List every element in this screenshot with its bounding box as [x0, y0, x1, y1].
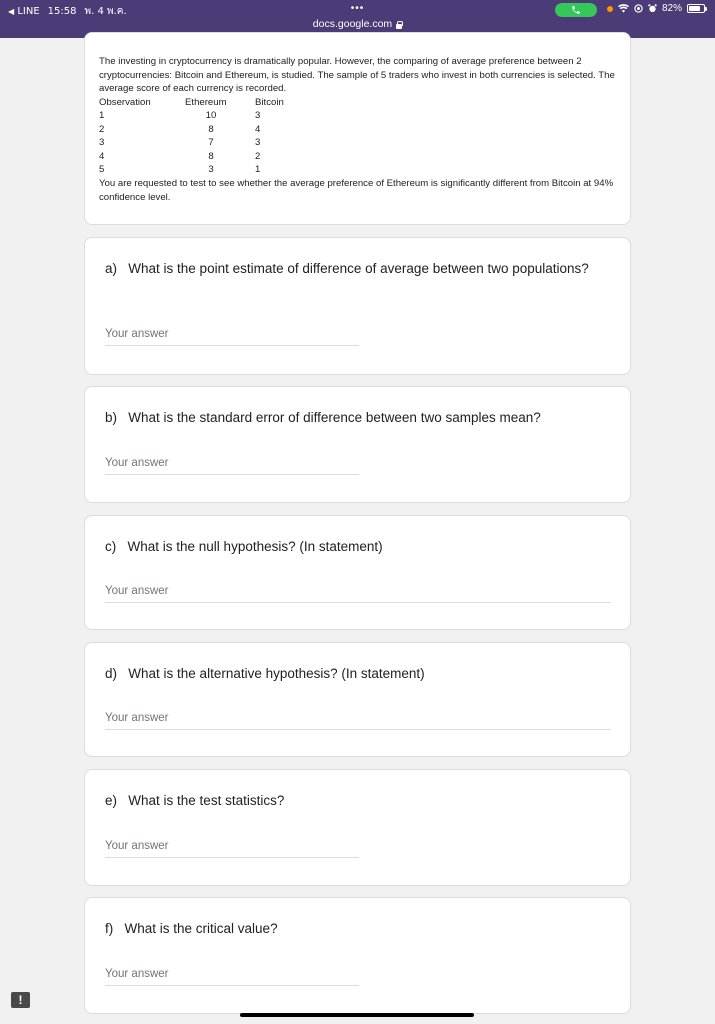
- answer-input-e[interactable]: Your answer: [105, 840, 359, 858]
- battery-fill: [689, 6, 700, 11]
- question-text: What is the alternative hypothesis? (In statement): [128, 666, 425, 681]
- question-card-f: [84, 897, 631, 1014]
- table-header: Ethereum: [185, 96, 227, 108]
- question-card-d: [84, 642, 631, 757]
- table-cell: 10: [205, 110, 217, 122]
- phone-icon: [571, 5, 581, 15]
- url-text: docs.google.com: [312, 18, 393, 30]
- question-text: What is the point estimate of difference of average between two populations?: [128, 261, 589, 276]
- table-cell: 3: [208, 164, 214, 176]
- answer-input-c[interactable]: Your answer: [105, 585, 611, 603]
- answer-input-a[interactable]: Your answer: [105, 328, 359, 346]
- question-text: What is the standard error of difference between two samples mean?: [128, 410, 541, 425]
- table-cell: 3: [255, 137, 261, 149]
- question-title: [105, 387, 610, 428]
- question-title: [105, 770, 610, 811]
- table-cell: 1: [255, 164, 261, 176]
- question-label: c): [105, 539, 117, 554]
- table-cell: 8: [208, 150, 214, 162]
- table-cell: 2: [99, 123, 105, 135]
- question-title: [105, 516, 610, 557]
- mic-indicator-icon: [607, 6, 613, 12]
- home-indicator[interactable]: [240, 1013, 474, 1017]
- battery-percent: 82%: [661, 3, 682, 14]
- multitask-dots[interactable]: •••: [350, 3, 365, 14]
- answer-input-d[interactable]: Your answer: [105, 712, 611, 730]
- question-label: b): [105, 410, 118, 425]
- question-label: a): [105, 261, 118, 276]
- intro-paragraph: The investing in cryptocurrency is dramatically popular. However, the comparing of average preference between 2 cryptocurrencies: Bitcoin and Ethereum, is studied. The sample of 5 traders who invest in both currencies is selected. The average score of each currency is recorded.: [99, 56, 615, 94]
- alarm-icon: [648, 4, 657, 13]
- report-feedback-icon[interactable]: !: [11, 992, 30, 1008]
- question-description-card: [84, 32, 631, 225]
- battery-icon: [687, 4, 705, 13]
- wifi-icon: [618, 4, 629, 13]
- table-header: Observation: [99, 96, 151, 108]
- observation-table: [99, 96, 284, 178]
- table-cell: 4: [99, 150, 105, 162]
- table-cell: 1: [99, 110, 105, 122]
- table-cell: 3: [99, 137, 105, 149]
- question-label: f): [105, 921, 114, 936]
- status-time: 15:58: [47, 6, 77, 17]
- back-arrow-icon: ◀: [8, 7, 15, 16]
- table-row: [99, 136, 284, 150]
- question-label: e): [105, 793, 118, 808]
- question-label: d): [105, 666, 118, 681]
- lock-icon: [396, 21, 402, 29]
- table-cell: 7: [208, 137, 214, 149]
- question-card-e: [84, 769, 631, 886]
- table-cell: 3: [255, 110, 261, 122]
- status-right: [607, 3, 705, 14]
- question-card-b: [84, 386, 631, 503]
- table-row: [99, 109, 284, 123]
- question-text: What is the critical value?: [124, 921, 278, 936]
- answer-input-f[interactable]: Your answer: [105, 968, 359, 986]
- question-card-c: [84, 515, 631, 630]
- table-header-row: [99, 96, 284, 110]
- question-text: What is the test statistics?: [128, 793, 285, 808]
- status-date: พ. 4 พ.ค.: [84, 6, 127, 17]
- question-title: [105, 238, 610, 279]
- table-row: [99, 150, 284, 164]
- question-title: [105, 643, 610, 684]
- back-app-name: LINE: [17, 6, 40, 17]
- table-cell: 2: [255, 150, 261, 162]
- location-lock-icon: [634, 4, 643, 13]
- table-cell: 8: [208, 123, 214, 135]
- question-text: What is the null hypothesis? (In statement): [127, 539, 383, 554]
- answer-input-b[interactable]: Your answer: [105, 457, 359, 475]
- active-call-pill[interactable]: [555, 3, 597, 17]
- instruction-paragraph: You are requested to test to see whether the average preference of Ethereum is significantly different from Bitcoin at 94% confidence level.: [99, 178, 614, 203]
- question-card-a: [84, 237, 631, 375]
- table-row: [99, 123, 284, 137]
- address-bar[interactable]: [0, 18, 715, 30]
- table-row: [99, 163, 284, 177]
- table-cell: 4: [255, 123, 261, 135]
- table-cell: 5: [99, 164, 105, 176]
- table-header: Bitcoin: [255, 96, 284, 108]
- question-title: [105, 898, 610, 939]
